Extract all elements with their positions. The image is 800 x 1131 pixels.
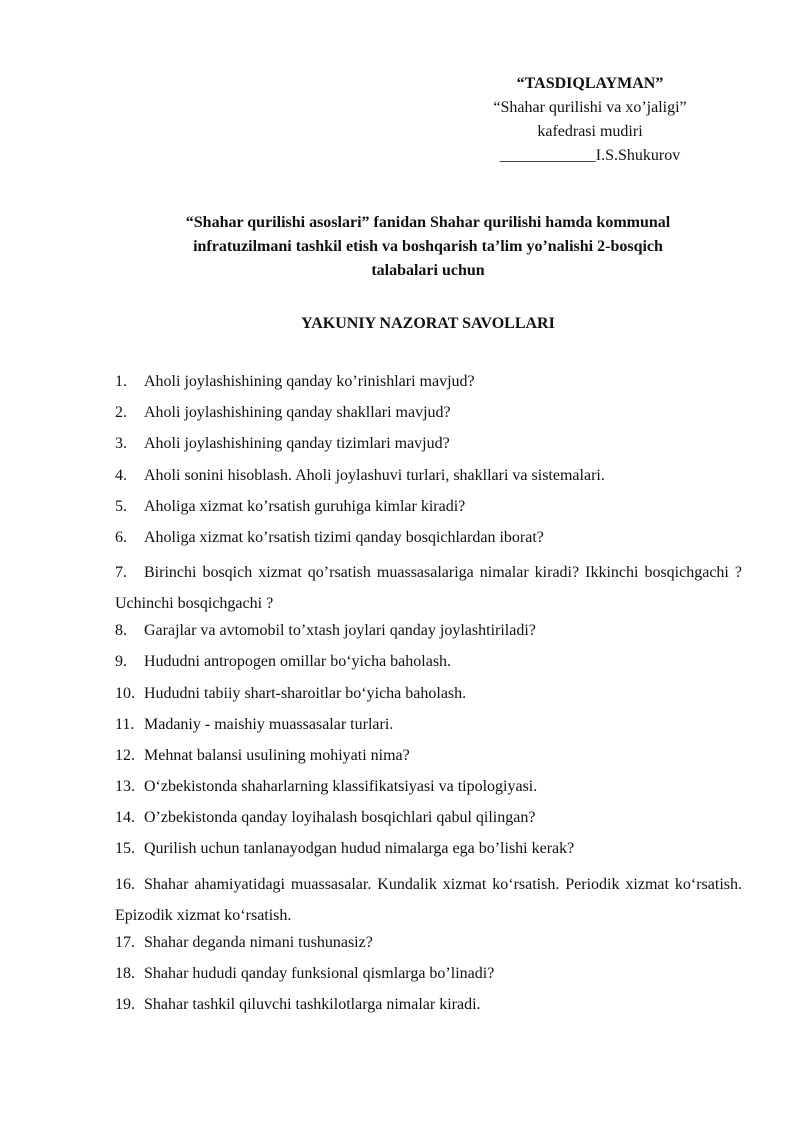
question-text: Aholi joylashishining qanday ko’rinishlari mavjud?	[144, 373, 475, 390]
question-text: Mehnat balansi usulining mohiyati nima?	[144, 746, 410, 764]
question-item	[115, 650, 742, 674]
approval-heading: “TASDIQLAYMAN”	[516, 75, 664, 92]
question-text: Shahar ahamiyatidagi muassasalar. Kundalik xizmat ko‘rsatish. Periodik xizmat ko‘rsatish. Epizodik xizmat ko‘rsatish.	[115, 875, 742, 924]
question-item	[115, 432, 742, 456]
question-number: 11.	[115, 715, 135, 733]
approval-signature: ____________I.S.Shukurov	[499, 147, 681, 164]
question-text: Aholi joylashishining qanday tizimlari mavjud?	[144, 435, 450, 453]
question-text: Aholi sonini hisoblash. Aholi joylashuvi turlari, shakllari va sistemalari.	[144, 466, 605, 484]
subject-line-2: infratuzilmani tashkil etish va boshqarish ta’lim yo’nalishi 2-bosqich	[193, 238, 663, 255]
question-number: 12.	[115, 746, 135, 764]
question-item	[115, 619, 742, 643]
question-item	[115, 557, 742, 619]
question-item	[115, 526, 742, 550]
question-number: 6.	[115, 528, 127, 546]
question-text: Shahar tashkil qiluvchi tashkilotlarga nimalar kiradi.	[144, 996, 481, 1013]
question-number: 15.	[115, 840, 135, 858]
question-item	[115, 464, 742, 488]
subject-line-1: “Shahar qurilishi asoslari” fanidan Shahar qurilishi hamda kommunal	[185, 214, 671, 231]
question-text: Aholi joylashishining qanday shakllari mavjud?	[144, 404, 451, 422]
question-item	[115, 775, 742, 799]
question-text: Garajlar va avtomobil to’xtash joylari qanday joylashtiriladi?	[144, 622, 536, 640]
approval-position: kafedrasi mudiri	[537, 123, 643, 140]
question-item	[115, 682, 742, 706]
question-text: Hududni antropogen omillar bo‘yicha baholash.	[144, 653, 452, 671]
question-text: Shahar deganda nimani tushunasiz?	[144, 933, 373, 951]
question-item	[115, 869, 742, 931]
question-item	[115, 370, 742, 394]
question-item	[115, 401, 742, 425]
question-item	[115, 993, 742, 1017]
question-item	[115, 495, 742, 519]
question-number: 17.	[115, 933, 135, 951]
question-item	[115, 962, 742, 986]
question-text: Aholiga xizmat ko’rsatish tizimi qanday bosqichlardan iborat?	[144, 528, 544, 546]
question-text: Hududni tabiiy shart-sharoitlar bo‘yicha baholash.	[144, 684, 467, 702]
question-item	[115, 931, 742, 955]
question-text: Birinchi bosqich xizmat qo’rsatish muassasalariga nimalar kiradi? Ikkinchi bosqichgachi ? Uchinchi bosqichgachi ?	[115, 564, 742, 613]
question-number: 1.	[115, 373, 127, 390]
question-item	[115, 744, 742, 768]
question-number: 4.	[115, 466, 127, 484]
question-number: 2.	[115, 404, 127, 422]
question-number: 3.	[115, 435, 127, 453]
question-number: 18.	[115, 964, 135, 982]
question-text: O‘zbekistonda shaharlarning klassifikatsiyasi va tipologiyasi.	[144, 778, 538, 796]
question-number: 16.	[115, 875, 135, 893]
question-text: Madaniy - maishiy muassasalar turlari.	[144, 715, 394, 733]
question-number: 13.	[115, 778, 135, 796]
question-item	[115, 837, 742, 861]
question-list	[115, 370, 742, 1024]
approval-department: “Shahar qurilishi va xo’jaligi”	[493, 99, 687, 116]
question-text: Aholiga xizmat ko’rsatish guruhiga kimlar kiradi?	[144, 497, 466, 515]
question-number: 14.	[115, 809, 135, 827]
subject-heading	[100, 211, 756, 283]
question-number: 9.	[115, 653, 127, 671]
question-number: 10.	[115, 684, 135, 702]
question-text: Qurilish uchun tanlanayodgan hudud nimalarga ega bo’lishi kerak?	[144, 840, 575, 858]
question-text: O’zbekistonda qanday loyihalash bosqichlari qabul qilingan?	[144, 809, 536, 827]
subject-line-3: talabalari uchun	[371, 262, 485, 279]
question-text: Shahar hududi qanday funksional qismlarga bo’linadi?	[144, 964, 495, 982]
question-number: 19.	[115, 996, 135, 1013]
question-number: 8.	[115, 622, 127, 640]
document-title: YAKUNIY NAZORAT SAVOLLARI	[301, 315, 555, 332]
question-number: 5.	[115, 497, 127, 515]
question-number: 7.	[115, 564, 127, 582]
question-item	[115, 713, 742, 737]
question-item	[115, 806, 742, 830]
approval-block	[470, 72, 710, 168]
